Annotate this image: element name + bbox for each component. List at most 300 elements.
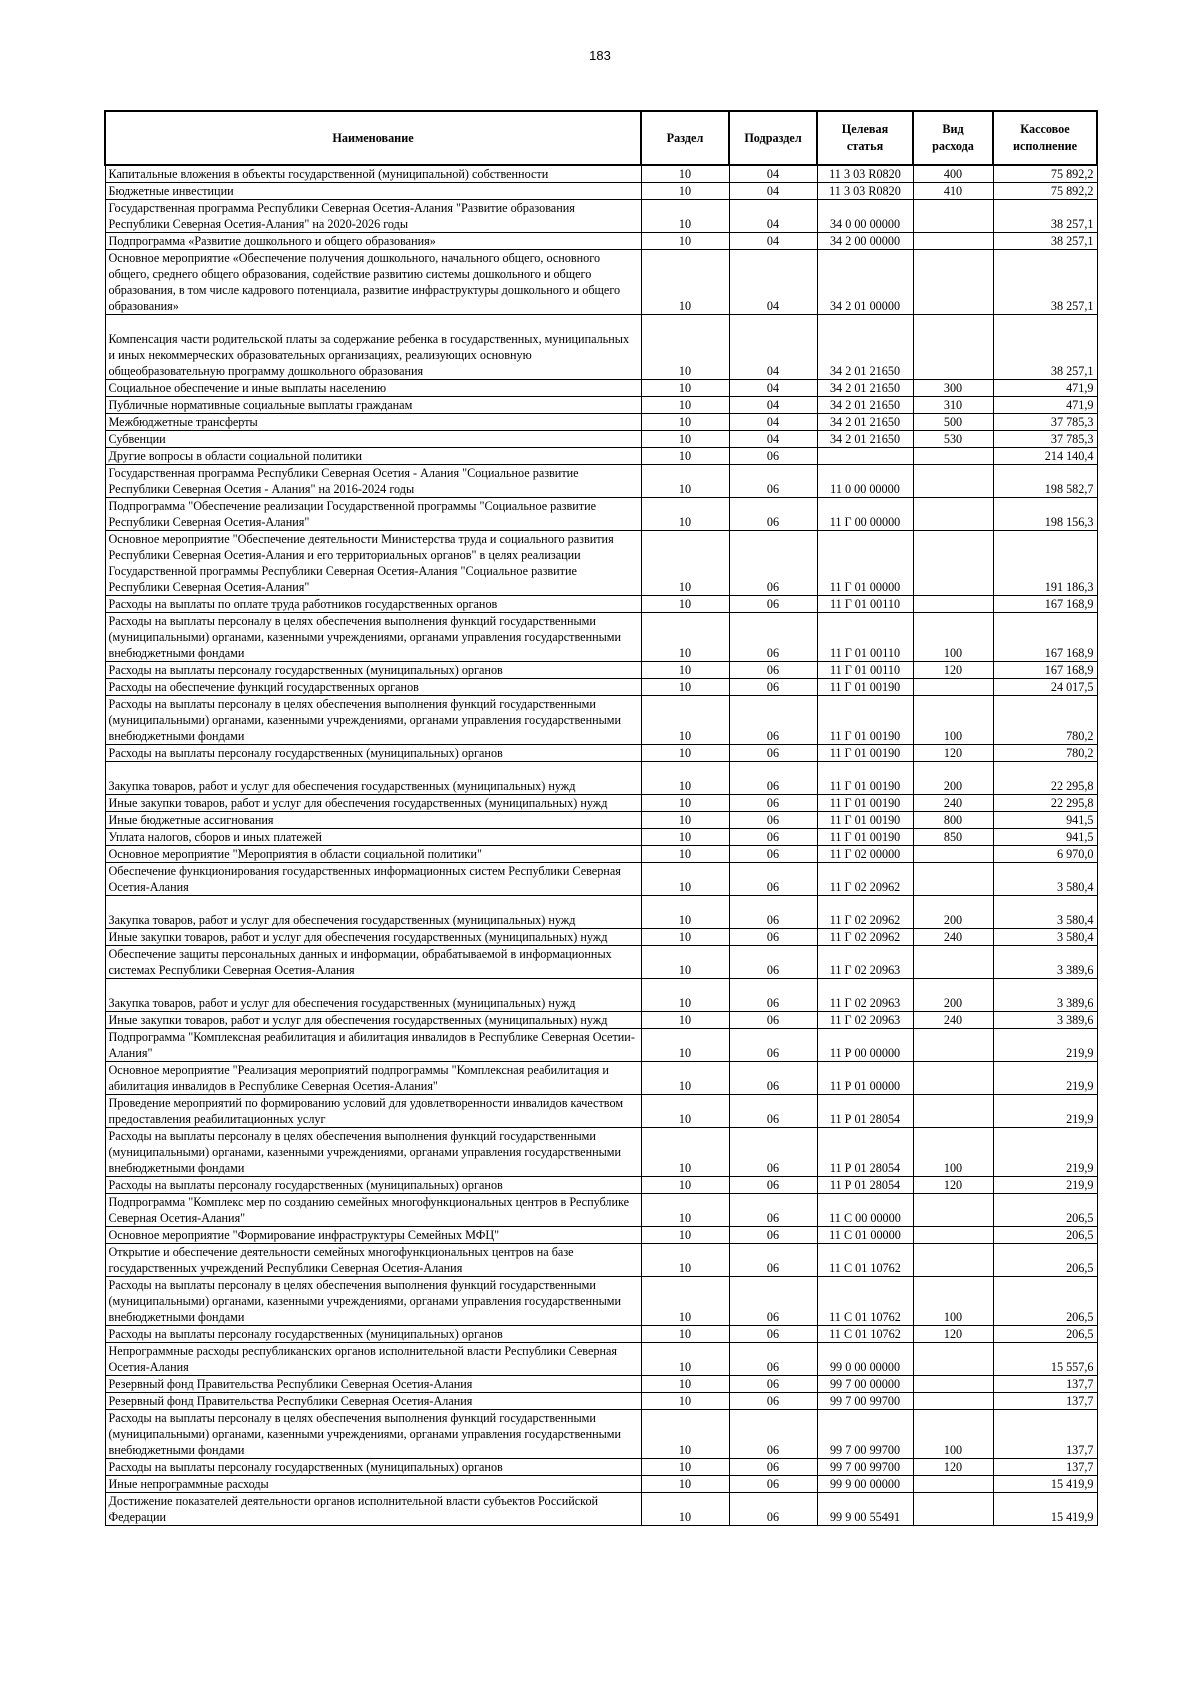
cell-name: Иные бюджетные ассигнования [105, 812, 641, 829]
cell-expense-type [913, 863, 993, 896]
cell-target-article: 11 С 01 10762 [817, 1326, 913, 1343]
cell-section: 10 [641, 380, 729, 397]
cell-subsection: 04 [729, 183, 817, 200]
cell-expense-type: 120 [913, 1177, 993, 1194]
cell-target-article: 11 0 00 00000 [817, 465, 913, 498]
cell-subsection: 06 [729, 1277, 817, 1326]
cell-expense-type: 120 [913, 1326, 993, 1343]
cell-execution-amount: 191 186,3 [993, 531, 1097, 596]
cell-target-article: 11 Г 01 00190 [817, 812, 913, 829]
cell-expense-type: 500 [913, 414, 993, 431]
cell-expense-type: 410 [913, 183, 993, 200]
cell-execution-amount: 471,9 [993, 380, 1097, 397]
cell-name: Обеспечение защиты персональных данных и информации, обрабатываемой в информационных системах Республики Северная Осетия-Алания [105, 946, 641, 979]
cell-execution-amount: 3 389,6 [993, 946, 1097, 979]
cell-subsection: 04 [729, 397, 817, 414]
cell-subsection: 06 [729, 812, 817, 829]
table-row [105, 979, 1097, 1012]
cell-execution-amount: 38 257,1 [993, 233, 1097, 250]
header-target-article-line2: статья [846, 139, 884, 153]
cell-execution-amount: 219,9 [993, 1062, 1097, 1095]
table-row [105, 696, 1097, 745]
cell-subsection: 06 [729, 1128, 817, 1177]
cell-subsection: 06 [729, 1227, 817, 1244]
cell-target-article: 11 С 01 10762 [817, 1244, 913, 1277]
cell-expense-type [913, 1376, 993, 1393]
cell-subsection: 04 [729, 165, 817, 183]
cell-name: Иные непрограммные расходы [105, 1476, 641, 1493]
table-row [105, 1095, 1097, 1128]
table-row [105, 397, 1097, 414]
table-row [105, 596, 1097, 613]
cell-target-article: 11 Г 01 00000 [817, 531, 913, 596]
cell-section: 10 [641, 696, 729, 745]
cell-subsection: 06 [729, 1326, 817, 1343]
cell-target-article [817, 448, 913, 465]
cell-execution-amount: 206,5 [993, 1244, 1097, 1277]
cell-execution-amount: 38 257,1 [993, 200, 1097, 233]
cell-section: 10 [641, 1326, 729, 1343]
cell-target-article: 11 3 03 R0820 [817, 183, 913, 200]
cell-execution-amount: 206,5 [993, 1326, 1097, 1343]
cell-target-article: 34 2 00 00000 [817, 233, 913, 250]
cell-section: 10 [641, 846, 729, 863]
cell-section: 10 [641, 1493, 729, 1526]
cell-target-article: 99 7 00 99700 [817, 1459, 913, 1476]
cell-name: Межбюджетные трансферты [105, 414, 641, 431]
cell-expense-type: 100 [913, 1277, 993, 1326]
cell-expense-type: 240 [913, 1012, 993, 1029]
cell-expense-type: 530 [913, 431, 993, 448]
cell-expense-type: 120 [913, 1459, 993, 1476]
cell-subsection: 06 [729, 531, 817, 596]
cell-section: 10 [641, 414, 729, 431]
cell-expense-type [913, 846, 993, 863]
table-row [105, 1343, 1097, 1376]
table-row [105, 679, 1097, 696]
cell-name: Расходы на выплаты персоналу в целях обеспечения выполнения функций государственными (муниципальными) органами, казенными учреждениями, органами управления государственными внебюджетными фондами [105, 696, 641, 745]
cell-subsection: 06 [729, 498, 817, 531]
table-row [105, 1012, 1097, 1029]
cell-name: Социальное обеспечение и иные выплаты населению [105, 380, 641, 397]
header-expense-type [913, 111, 993, 165]
cell-expense-type: 310 [913, 397, 993, 414]
cell-section: 10 [641, 1410, 729, 1459]
cell-section: 10 [641, 812, 729, 829]
cell-expense-type: 240 [913, 929, 993, 946]
cell-execution-amount: 206,5 [993, 1277, 1097, 1326]
table-row [105, 315, 1097, 380]
cell-expense-type [913, 498, 993, 531]
cell-subsection: 06 [729, 1194, 817, 1227]
header-section: Раздел [641, 111, 729, 165]
header-name: Наименование [105, 111, 641, 165]
cell-subsection: 06 [729, 1376, 817, 1393]
cell-execution-amount: 206,5 [993, 1194, 1097, 1227]
cell-target-article: 11 Г 00 00000 [817, 498, 913, 531]
cell-target-article: 34 0 00 00000 [817, 200, 913, 233]
table-body [105, 165, 1097, 1526]
cell-section: 10 [641, 896, 729, 929]
table-row [105, 414, 1097, 431]
cell-name: Другие вопросы в области социальной политики [105, 448, 641, 465]
cell-target-article: 11 Г 01 00110 [817, 613, 913, 662]
table-row [105, 250, 1097, 315]
cell-name: Расходы на выплаты по оплате труда работников государственных органов [105, 596, 641, 613]
cell-target-article: 11 Г 01 00110 [817, 662, 913, 679]
cell-expense-type [913, 465, 993, 498]
cell-expense-type: 100 [913, 1410, 993, 1459]
cell-subsection: 06 [729, 1476, 817, 1493]
cell-section: 10 [641, 531, 729, 596]
cell-target-article: 99 7 00 99700 [817, 1410, 913, 1459]
cell-execution-amount: 15 419,9 [993, 1493, 1097, 1526]
cell-subsection: 06 [729, 1493, 817, 1526]
table-row [105, 1194, 1097, 1227]
cell-subsection: 06 [729, 662, 817, 679]
page-number: 183 [589, 48, 611, 63]
cell-name: Расходы на выплаты персоналу государственных (муниципальных) органов [105, 1326, 641, 1343]
cell-target-article: 11 Р 01 28054 [817, 1095, 913, 1128]
cell-subsection: 06 [729, 946, 817, 979]
cell-section: 10 [641, 929, 729, 946]
table-row [105, 1493, 1097, 1526]
cell-section: 10 [641, 679, 729, 696]
cell-target-article: 99 9 00 00000 [817, 1476, 913, 1493]
cell-expense-type [913, 531, 993, 596]
cell-execution-amount: 75 892,2 [993, 183, 1097, 200]
cell-execution-amount: 137,7 [993, 1410, 1097, 1459]
cell-expense-type: 100 [913, 1128, 993, 1177]
cell-section: 10 [641, 397, 729, 414]
cell-execution-amount: 137,7 [993, 1393, 1097, 1410]
cell-section: 10 [641, 1128, 729, 1177]
cell-execution-amount: 219,9 [993, 1095, 1097, 1128]
table-row [105, 200, 1097, 233]
cell-name: Резервный фонд Правительства Республики Северная Осетия-Алания [105, 1393, 641, 1410]
cell-section: 10 [641, 946, 729, 979]
cell-execution-amount: 941,5 [993, 829, 1097, 846]
cell-section: 10 [641, 183, 729, 200]
cell-section: 10 [641, 498, 729, 531]
cell-name: Основное мероприятие "Формирование инфраструктуры Семейных МФЦ" [105, 1227, 641, 1244]
cell-name: Расходы на выплаты персоналу в целях обеспечения выполнения функций государственными (муниципальными) органами, казенными учреждениями, органами управления государственными внебюджетными фондами [105, 613, 641, 662]
cell-expense-type [913, 315, 993, 380]
cell-name: Капитальные вложения в объекты государственной (муниципальной) собственности [105, 165, 641, 183]
cell-section: 10 [641, 613, 729, 662]
table-header [105, 111, 1097, 165]
cell-section: 10 [641, 745, 729, 762]
cell-subsection: 06 [729, 846, 817, 863]
cell-section: 10 [641, 250, 729, 315]
table-row [105, 531, 1097, 596]
cell-name: Закупка товаров, работ и услуг для обеспечения государственных (муниципальных) нужд [105, 896, 641, 929]
cell-subsection: 04 [729, 414, 817, 431]
cell-expense-type: 800 [913, 812, 993, 829]
cell-target-article: 11 Р 01 28054 [817, 1177, 913, 1194]
cell-execution-amount: 219,9 [993, 1029, 1097, 1062]
table-row [105, 1227, 1097, 1244]
cell-name: Расходы на выплаты персоналу в целях обеспечения выполнения функций государственными (муниципальными) органами, казенными учреждениями, органами управления государственными внебюджетными фондами [105, 1277, 641, 1326]
cell-target-article: 11 Г 01 00190 [817, 696, 913, 745]
table-row [105, 1029, 1097, 1062]
table-row [105, 165, 1097, 183]
cell-subsection: 04 [729, 431, 817, 448]
cell-expense-type [913, 1493, 993, 1526]
cell-section: 10 [641, 165, 729, 183]
cell-name: Подпрограмма "Комплекс мер по созданию семейных многофункциональных центров в Республике Северная Осетия-Алания" [105, 1194, 641, 1227]
header-expense-type-line1: Вид [942, 122, 964, 136]
table-row [105, 1244, 1097, 1277]
cell-subsection: 06 [729, 762, 817, 795]
cell-section: 10 [641, 1343, 729, 1376]
cell-execution-amount: 3 580,4 [993, 929, 1097, 946]
cell-subsection: 06 [729, 696, 817, 745]
table-row [105, 745, 1097, 762]
cell-target-article: 11 С 00 00000 [817, 1194, 913, 1227]
table-row [105, 846, 1097, 863]
cell-target-article: 34 2 01 21650 [817, 380, 913, 397]
table-row [105, 1277, 1097, 1326]
table-row [105, 1062, 1097, 1095]
table-row [105, 1476, 1097, 1493]
cell-execution-amount: 198 156,3 [993, 498, 1097, 531]
cell-expense-type [913, 1029, 993, 1062]
cell-expense-type [913, 1062, 993, 1095]
cell-execution-amount: 167 168,9 [993, 662, 1097, 679]
cell-execution-amount: 137,7 [993, 1376, 1097, 1393]
table-row [105, 929, 1097, 946]
cell-execution-amount: 3 389,6 [993, 979, 1097, 1012]
cell-name: Субвенции [105, 431, 641, 448]
table-row [105, 1376, 1097, 1393]
cell-section: 10 [641, 1194, 729, 1227]
cell-execution-amount: 37 785,3 [993, 431, 1097, 448]
cell-section: 10 [641, 1095, 729, 1128]
cell-target-article: 11 Г 01 00190 [817, 745, 913, 762]
table-row [105, 498, 1097, 531]
cell-subsection: 06 [729, 448, 817, 465]
table-row [105, 863, 1097, 896]
cell-execution-amount: 137,7 [993, 1459, 1097, 1476]
cell-section: 10 [641, 200, 729, 233]
cell-name: Публичные нормативные социальные выплаты гражданам [105, 397, 641, 414]
table-row [105, 448, 1097, 465]
table-row [105, 1128, 1097, 1177]
cell-execution-amount: 15 419,9 [993, 1476, 1097, 1493]
cell-subsection: 06 [729, 979, 817, 1012]
cell-expense-type [913, 946, 993, 979]
cell-subsection: 06 [729, 1029, 817, 1062]
cell-section: 10 [641, 1012, 729, 1029]
cell-target-article: 11 Г 02 00000 [817, 846, 913, 863]
table-row [105, 762, 1097, 795]
cell-section: 10 [641, 1277, 729, 1326]
cell-section: 10 [641, 863, 729, 896]
cell-execution-amount: 214 140,4 [993, 448, 1097, 465]
cell-execution-amount: 38 257,1 [993, 315, 1097, 380]
cell-name: Закупка товаров, работ и услуг для обеспечения государственных (муниципальных) нужд [105, 762, 641, 795]
table-row [105, 613, 1097, 662]
cell-name: Резервный фонд Правительства Республики Северная Осетия-Алания [105, 1376, 641, 1393]
cell-expense-type: 200 [913, 762, 993, 795]
cell-target-article: 34 2 01 21650 [817, 315, 913, 380]
cell-section: 10 [641, 662, 729, 679]
cell-subsection: 06 [729, 929, 817, 946]
cell-section: 10 [641, 315, 729, 380]
cell-subsection: 04 [729, 315, 817, 380]
cell-subsection: 06 [729, 465, 817, 498]
cell-name: Государственная программа Республики Северная Осетия - Алания "Социальное развитие Республики Северная Осетия - Алания" на 2016-2024 годы [105, 465, 641, 498]
cell-target-article: 11 Г 02 20962 [817, 896, 913, 929]
budget-execution-table [104, 110, 1098, 1526]
table-row [105, 1410, 1097, 1459]
cell-expense-type: 240 [913, 795, 993, 812]
header-target-article [817, 111, 913, 165]
cell-expense-type: 120 [913, 745, 993, 762]
cell-name: Основное мероприятие «Обеспечение получения дошкольного, начального общего, основного общего, среднего общего образования, содействие развитию системы дошкольного и общего образования, в том числе кадрового потенциала, развитие инфраструктуры дошкольного и общего образования» [105, 250, 641, 315]
cell-execution-amount: 75 892,2 [993, 165, 1097, 183]
cell-expense-type: 100 [913, 696, 993, 745]
cell-execution-amount: 37 785,3 [993, 414, 1097, 431]
cell-subsection: 06 [729, 1177, 817, 1194]
cell-section: 10 [641, 1062, 729, 1095]
cell-target-article: 11 Г 01 00190 [817, 762, 913, 795]
cell-expense-type [913, 596, 993, 613]
cell-subsection: 06 [729, 596, 817, 613]
cell-target-article: 11 3 03 R0820 [817, 165, 913, 183]
cell-target-article: 11 Г 01 00190 [817, 829, 913, 846]
cell-name: Расходы на выплаты персоналу государственных (муниципальных) органов [105, 1177, 641, 1194]
cell-target-article: 11 Г 02 20962 [817, 863, 913, 896]
cell-section: 10 [641, 1459, 729, 1476]
cell-target-article: 99 0 00 00000 [817, 1343, 913, 1376]
cell-execution-amount: 3 580,4 [993, 863, 1097, 896]
cell-section: 10 [641, 1227, 729, 1244]
cell-expense-type [913, 1194, 993, 1227]
cell-subsection: 06 [729, 896, 817, 929]
cell-subsection: 06 [729, 829, 817, 846]
cell-execution-amount: 6 970,0 [993, 846, 1097, 863]
cell-execution-amount: 38 257,1 [993, 250, 1097, 315]
table-row [105, 233, 1097, 250]
cell-target-article: 11 Г 02 20963 [817, 979, 913, 1012]
cell-name: Расходы на обеспечение функций государственных органов [105, 679, 641, 696]
table-row [105, 1326, 1097, 1343]
cell-section: 10 [641, 979, 729, 1012]
cell-target-article: 99 9 00 55491 [817, 1493, 913, 1526]
cell-target-article: 34 2 01 21650 [817, 397, 913, 414]
cell-expense-type [913, 250, 993, 315]
cell-expense-type: 400 [913, 165, 993, 183]
cell-section: 10 [641, 431, 729, 448]
cell-target-article: 11 Г 01 00190 [817, 795, 913, 812]
header-subsection: Подраздел [729, 111, 817, 165]
cell-execution-amount: 219,9 [993, 1177, 1097, 1194]
cell-name: Расходы на выплаты персоналу государственных (муниципальных) органов [105, 745, 641, 762]
cell-name: Открытие и обеспечение деятельности семейных многофункциональных центров на базе государственных учреждений Республики Северная Осетия-Алания [105, 1244, 641, 1277]
cell-execution-amount: 780,2 [993, 696, 1097, 745]
header-target-article-line1: Целевая [841, 122, 889, 136]
cell-expense-type [913, 1343, 993, 1376]
cell-name: Непрограммные расходы республиканских органов исполнительной власти Республики Северная Осетия-Алания [105, 1343, 641, 1376]
cell-name: Иные закупки товаров, работ и услуг для обеспечения государственных (муниципальных) нужд [105, 795, 641, 812]
cell-section: 10 [641, 1177, 729, 1194]
table-row [105, 380, 1097, 397]
cell-expense-type: 120 [913, 662, 993, 679]
cell-section: 10 [641, 762, 729, 795]
cell-name: Подпрограмма "Комплексная реабилитация и абилитация инвалидов в Республике Северная Осетии-Алания" [105, 1029, 641, 1062]
cell-subsection: 04 [729, 233, 817, 250]
cell-target-article: 99 7 00 00000 [817, 1376, 913, 1393]
cell-name: Компенсация части родительской платы за содержание ребенка в государственных, муниципальных и иных некоммерческих образовательных организациях, реализующих основную общеобразовательную программу дошкольного образования [105, 315, 641, 380]
cell-target-article: 34 2 01 21650 [817, 431, 913, 448]
cell-target-article: 11 Р 01 00000 [817, 1062, 913, 1095]
cell-name: Расходы на выплаты персоналу в целях обеспечения выполнения функций государственными (муниципальными) органами, казенными учреждениями, органами управления государственными внебюджетными фондами [105, 1410, 641, 1459]
cell-execution-amount: 22 295,8 [993, 795, 1097, 812]
cell-name: Подпрограмма «Развитие дошкольного и общего образования» [105, 233, 641, 250]
table-row [105, 465, 1097, 498]
cell-section: 10 [641, 795, 729, 812]
cell-subsection: 06 [729, 795, 817, 812]
cell-execution-amount: 941,5 [993, 812, 1097, 829]
cell-target-article: 99 7 00 99700 [817, 1393, 913, 1410]
header-execution-line2: исполнение [1012, 139, 1078, 153]
cell-section: 10 [641, 465, 729, 498]
header-execution [993, 111, 1097, 165]
header-execution-line1: Кассовое [1020, 122, 1070, 136]
cell-expense-type: 300 [913, 380, 993, 397]
table-row [105, 946, 1097, 979]
cell-name: Подпрограмма "Обеспечение реализации Государственной программы "Социальное развитие Республики Северная Осетия-Алания" [105, 498, 641, 531]
cell-expense-type: 200 [913, 979, 993, 1012]
cell-name: Расходы на выплаты персоналу государственных (муниципальных) органов [105, 1459, 641, 1476]
cell-execution-amount: 198 582,7 [993, 465, 1097, 498]
cell-expense-type [913, 448, 993, 465]
cell-execution-amount: 206,5 [993, 1227, 1097, 1244]
cell-subsection: 04 [729, 250, 817, 315]
cell-target-article: 11 С 01 10762 [817, 1277, 913, 1326]
cell-subsection: 06 [729, 679, 817, 696]
cell-execution-amount: 24 017,5 [993, 679, 1097, 696]
cell-name: Достижение показателей деятельности органов исполнительной власти субъектов Российской Федерации [105, 1493, 641, 1526]
table-row [105, 1393, 1097, 1410]
cell-name: Обеспечение функционирования государственных информационных систем Республики Северная Осетия-Алания [105, 863, 641, 896]
cell-expense-type: 850 [913, 829, 993, 846]
cell-execution-amount: 3 389,6 [993, 1012, 1097, 1029]
cell-subsection: 06 [729, 1393, 817, 1410]
cell-name: Расходы на выплаты персоналу в целях обеспечения выполнения функций государственными (муниципальными) органами, казенными учреждениями, органами управления государственными внебюджетными фондами [105, 1128, 641, 1177]
cell-expense-type [913, 1244, 993, 1277]
table-row [105, 183, 1097, 200]
cell-subsection: 04 [729, 200, 817, 233]
cell-section: 10 [641, 1244, 729, 1277]
table-row [105, 431, 1097, 448]
cell-name: Иные закупки товаров, работ и услуг для обеспечения государственных (муниципальных) нужд [105, 929, 641, 946]
cell-subsection: 06 [729, 1062, 817, 1095]
cell-name: Закупка товаров, работ и услуг для обеспечения государственных (муниципальных) нужд [105, 979, 641, 1012]
cell-subsection: 06 [729, 863, 817, 896]
cell-expense-type [913, 1095, 993, 1128]
cell-section: 10 [641, 596, 729, 613]
cell-name: Государственная программа Республики Северная Осетия-Алания "Развитие образования Республики Северная Осетия-Алания" на 2020-2026 годы [105, 200, 641, 233]
cell-execution-amount: 22 295,8 [993, 762, 1097, 795]
cell-execution-amount: 219,9 [993, 1128, 1097, 1177]
table-row [105, 1177, 1097, 1194]
cell-section: 10 [641, 1376, 729, 1393]
cell-target-article: 11 Г 02 20963 [817, 946, 913, 979]
cell-section: 10 [641, 829, 729, 846]
